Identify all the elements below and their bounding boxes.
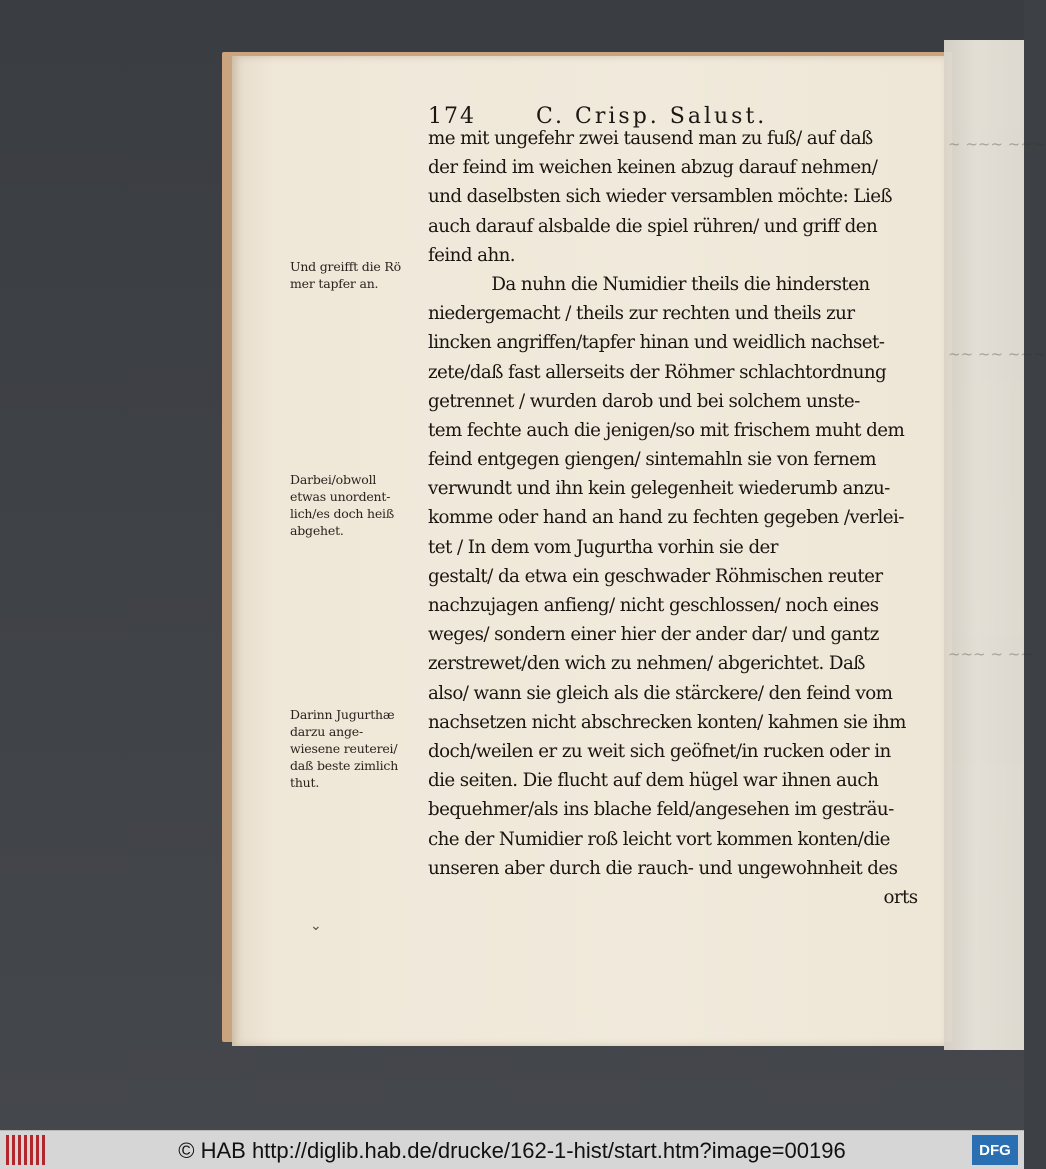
- text-line: feind ahn.: [428, 243, 516, 266]
- text-line: getrennet / wurden darob und bei solchem unste-: [428, 389, 860, 412]
- main-text-block: [428, 124, 918, 912]
- text-line: unseren aber durch die rauch- und ungewohnheit des: [428, 856, 898, 879]
- marginal-note-line: daß beste zimlich: [290, 758, 399, 773]
- text-line: gestalt/ da etwa ein geschwader Röhmischen reuter: [428, 564, 883, 587]
- marginal-note: [290, 258, 430, 292]
- copyright-link[interactable]: © HAB http://diglib.hab.de/drucke/162-1-hist/start.htm?image=00196: [178, 1138, 846, 1163]
- facing-page-strip: [944, 40, 1046, 1050]
- text-line: niedergemacht / theils zur rechten und theils zur: [428, 302, 855, 325]
- text-line: zerstrewet/den wich zu nehmen/ abgerichtet. Daß: [428, 652, 865, 675]
- marginal-note-line: mer tapfer an.: [290, 276, 379, 291]
- text-line: che der Numidier roß leicht vort kommen konten/die: [428, 827, 890, 850]
- marginal-note-line: etwas unordent-: [290, 489, 391, 504]
- marginal-note-line: abgehet.: [290, 523, 344, 538]
- page-number: 174: [428, 104, 476, 129]
- text-line: verwundt und ihn kein gelegenheit wiederumb anzu-: [428, 477, 890, 500]
- bleed-through-text: ~~~ ~ ~~: [948, 645, 1033, 663]
- text-line: tem fechte auch die jenigen/so mit frischem muht dem: [428, 418, 905, 441]
- text-line: me mit ungefehr zwei tausend man zu fuß/ auf daß: [428, 127, 873, 149]
- text-line: komme oder hand an hand zu fechten gegeben /verlei-: [428, 506, 904, 529]
- text-line: der feind im weichen keinen abzug darauf nehmen/: [428, 156, 878, 179]
- text-line: feind entgegen giengen/ sintemahln sie von fernem: [428, 448, 877, 471]
- marginal-note-line: thut.: [290, 775, 320, 790]
- marginal-note-line: lich/es doch heiß: [290, 506, 394, 521]
- bleed-through-text: ~~ ~~ ~~~: [948, 345, 1046, 363]
- text-line: bequehmer/als ins blache feld/angesehen im gesträu-: [428, 798, 894, 821]
- dfg-logo[interactable]: DFG: [972, 1135, 1018, 1165]
- marginal-note-line: darzu ange-: [290, 724, 363, 739]
- text-line: die seiten. Die flucht auf dem hügel war ihnen auch: [428, 769, 879, 792]
- text-line: auch darauf alsbalde die spiel rühren/ und griff den: [428, 214, 878, 237]
- text-line: nachzujagen anfieng/ nicht geschlossen/ noch eines: [428, 594, 879, 616]
- text-line: Da nuhn die Numidier theils die hindersten: [491, 272, 870, 295]
- marginal-note-line: Darinn Jugurthæ: [290, 707, 395, 722]
- text-line: zete/daß fast allerseits der Röhmer schlachtordnung: [428, 360, 887, 383]
- text-line: lincken angriffen/tapfer hinan und weidlich nachset-: [428, 331, 885, 354]
- marginal-note-line: Und greifft die Rö: [290, 259, 401, 274]
- text-line: und daselbsten sich wieder versamblen möchte: Ließ: [428, 185, 893, 208]
- text-line: also/ wann sie gleich als die stärckere/ den feind vom: [428, 681, 893, 704]
- marginal-note: [290, 471, 430, 539]
- catchword: orts: [883, 885, 918, 908]
- marginal-note: [290, 706, 430, 791]
- bleed-through-text: ~ ~~~ ~~~: [948, 135, 1046, 153]
- running-title: C. Crisp. Salust.: [536, 104, 768, 129]
- text-line: weges/ sondern einer hier der ander dar/ und gantz: [428, 623, 879, 646]
- text-line: doch/weilen er zu weit sich geöfnet/in rucken oder in: [428, 739, 891, 762]
- printer-mark-icon: ⌄: [310, 918, 322, 934]
- viewer-footer: [0, 1130, 1024, 1169]
- marginal-note-line: wiesene reuterei/: [290, 741, 398, 756]
- marginal-note-line: Darbei/obwoll: [290, 472, 377, 487]
- text-line: nachsetzen nicht abschrecken konten/ kahmen sie ihm: [428, 710, 906, 733]
- text-line: tet / In dem vom Jugurtha vorhin sie der: [428, 535, 778, 558]
